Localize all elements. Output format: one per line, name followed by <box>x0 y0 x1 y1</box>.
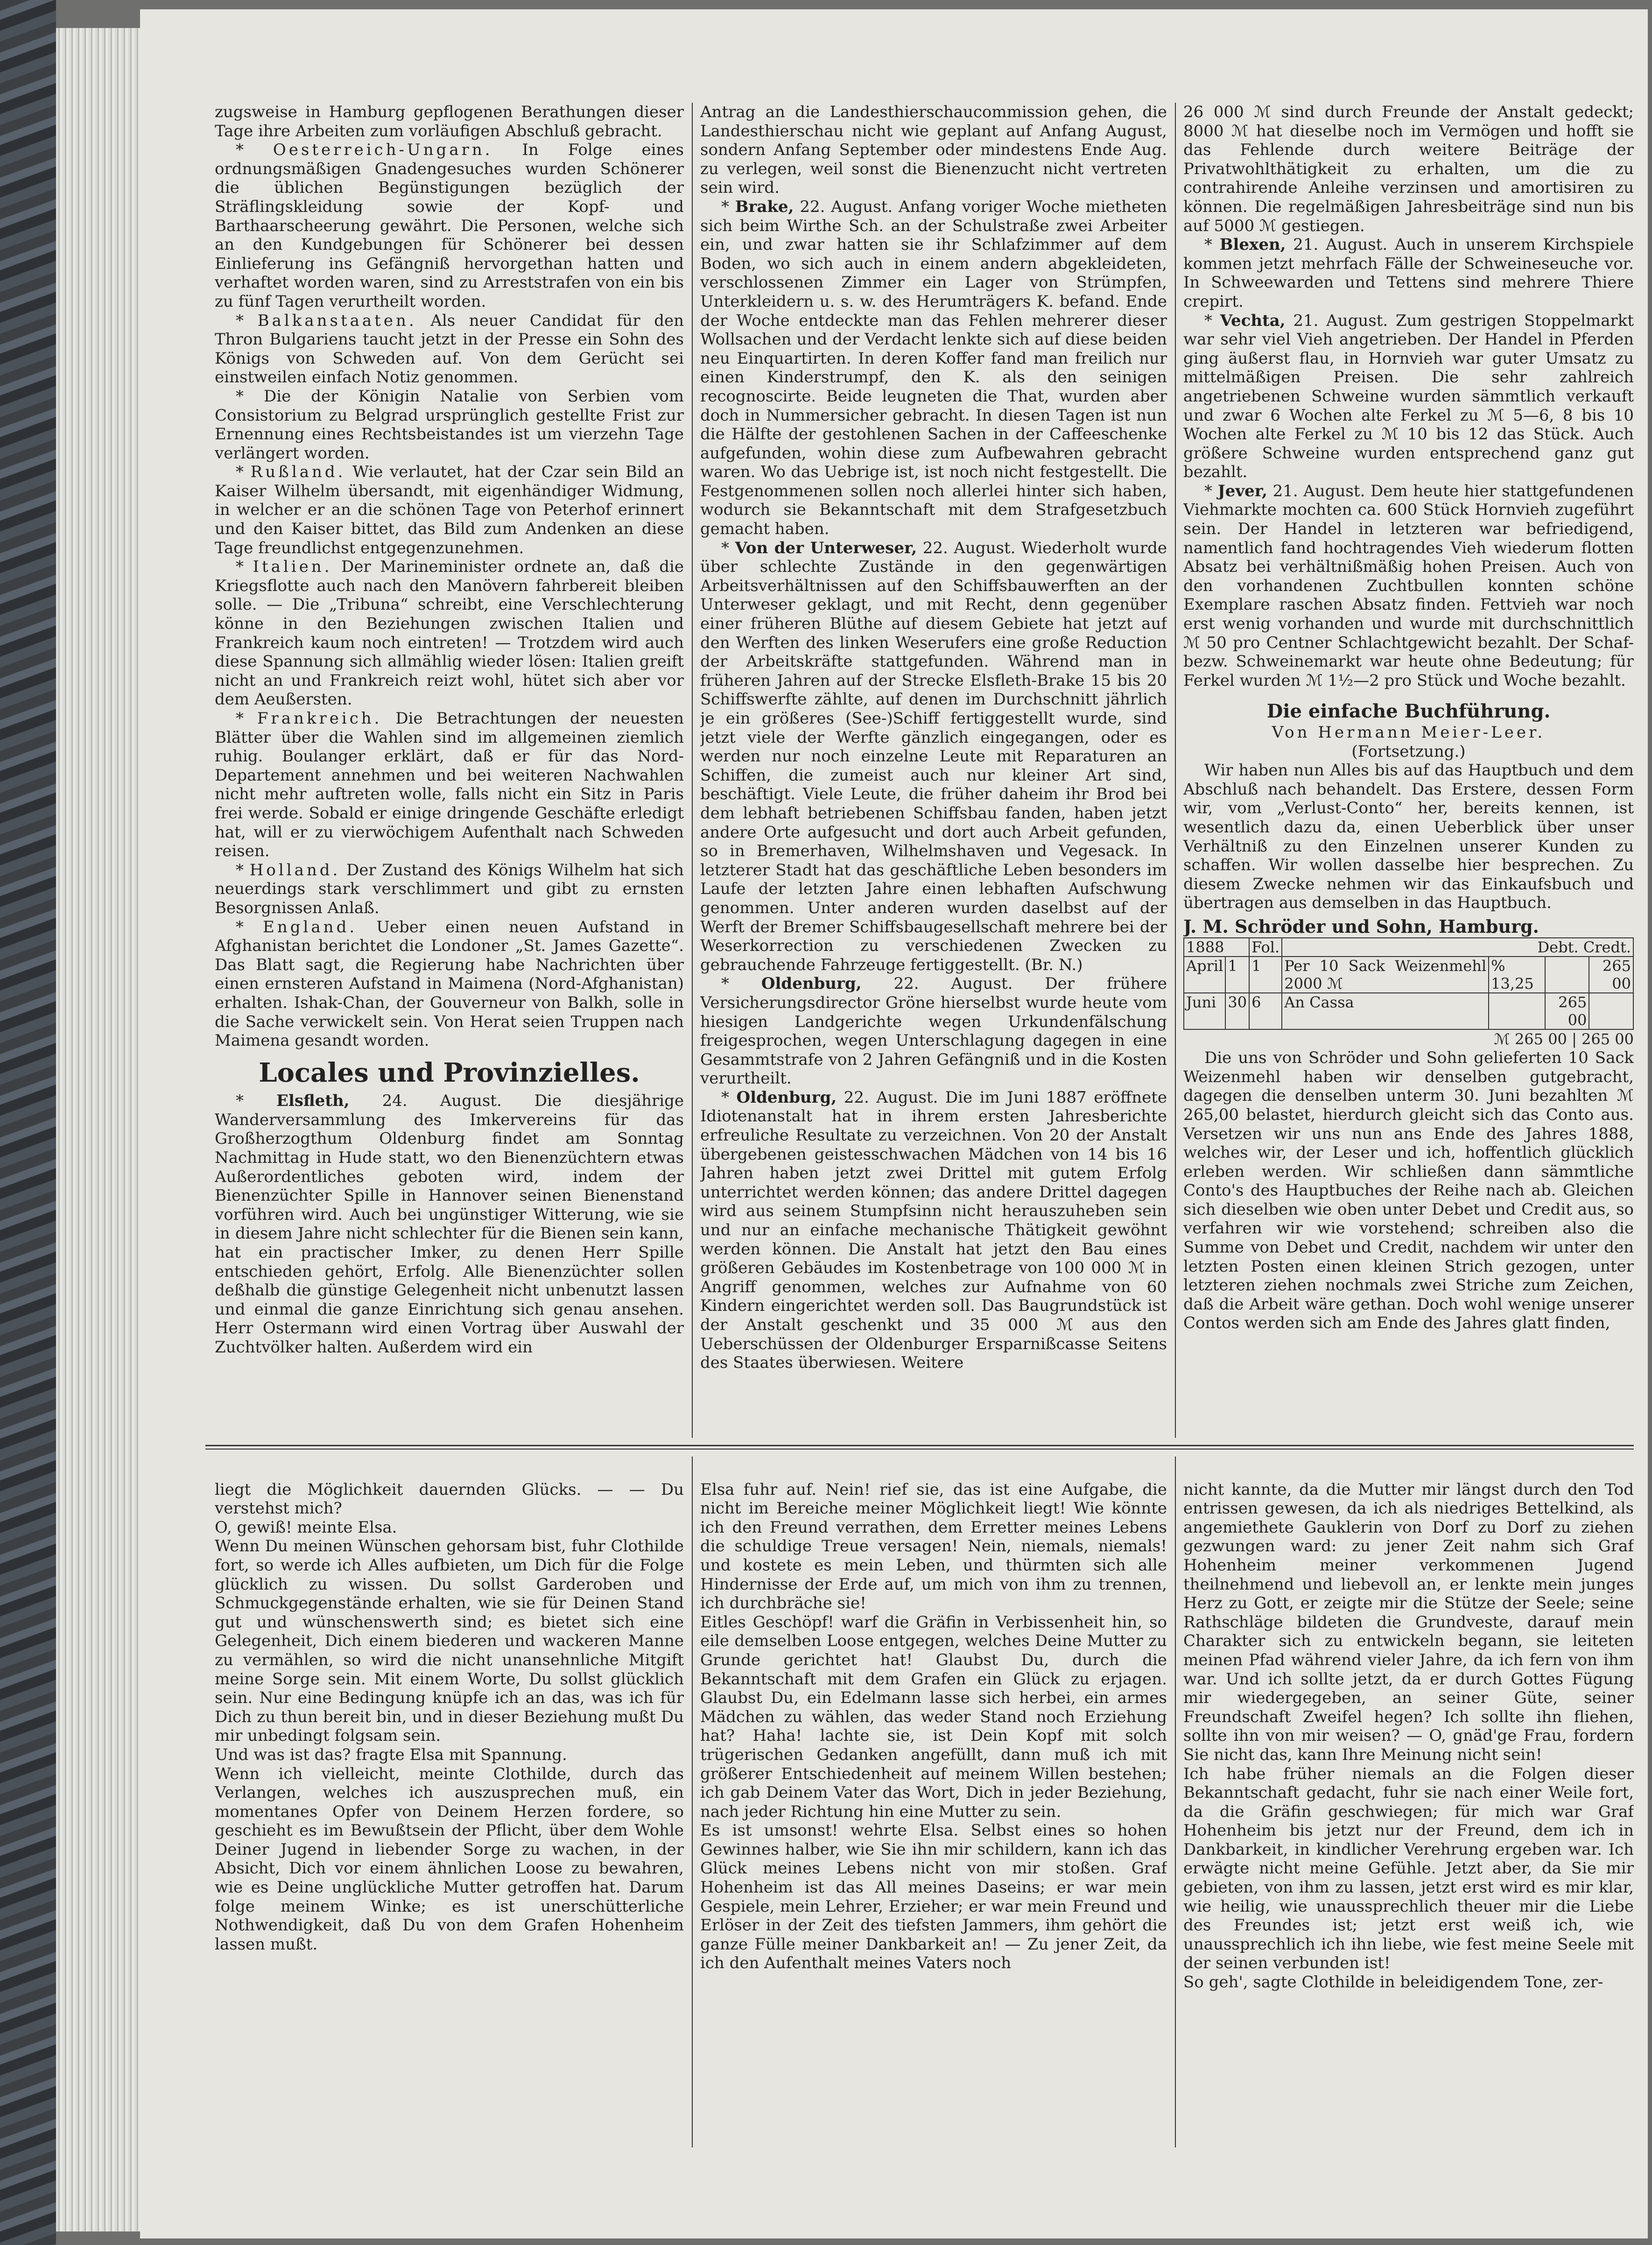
ledger-credt <box>1589 993 1633 1029</box>
ledger-debt-credt-header: Debt. Credt. <box>1282 938 1633 957</box>
article-byline: Von Hermann Meier-Leer. <box>1272 723 1546 742</box>
column-1 <box>215 103 684 1438</box>
ledger-text: An Cassa <box>1282 993 1489 1029</box>
news-item-blexen: * Blexen, 21. August. Auch in unserem Kirchspiele kommen jetzt mehrfach Fälle der Schweineseuche vor. In Schweewarden und Tettens sind mehrere Thiere crepirt. <box>1183 235 1634 311</box>
news-item-england: * England. Ueber einen neuen Aufstand in Afghanistan berichtet die Londoner „St. James Gazette“. Das Blatt sagt, die Regierung habe Nachrichten über einen ernsteren Aufstand in Maimena (Nord-Afghanistan) erhalten. Ishak-Chan, der Gouverneur von Balkh, solle in die Sache verwickelt sein. Von Herat seien Truppen nach Maimena gesandt worden. <box>215 917 684 1050</box>
column-divider <box>692 1457 693 2147</box>
news-item-russia: * Rußland. Wie verlautet, hat der Czar sein Bild an Kaiser Wilhelm übersandt, mit eigenhändiger Widmung, in welcher er an die schönen Tage von Peterhof erinnert und den Kaiser bittet, das Bild zum Andenken an diese Tage freundlichst entgegenzunehmen. <box>215 463 684 557</box>
paragraph: Die uns von Schröder und Sohn gelieferten 10 Sack Weizenmehl haben wir denselben gutgebracht, dagegen die denselben unterm 30. Juni bezahlten ℳ 265,00 belastet, hierdurch gleicht sich das Conto aus. Versetzen wir uns nun ans Ende des Jahres 1888, welches wir, der Leser und ich, hoffentlich glücklich erleben werden. Wir schließen dann sämmtliche Conto's des Hauptbuches der Reihe nach ab. Gleichen sich dieselben wie oben unter Debet und Credit aus, so verfahren wir wie vorstehend; schreiben also die Summe von Debet und Credit, nachdem wir unter den letzten Posten einen kleinen Strich gezogen, unter letzteren ziehen nochmals zwei Striche zum Zeichen, daß die Arbeit wäre gethan. Doch wohl wenige unserer Contos werden sich am Ende des Jahres glatt finden, <box>1183 1049 1634 1333</box>
paragraph: Antrag an die Landesthierschaucommission gehen, die Landesthierschau nicht wie geplant auf Anfang August, sondern Anfang September oder mindestens Ende Aug. zu verlegen, weil sonst die Bienenzucht nicht vertreten sein wird. <box>700 103 1167 197</box>
ledger-total: ℳ 265 00 | 265 00 <box>1494 1030 1634 1048</box>
ledger-month: April <box>1184 957 1225 993</box>
ledger-credt: 265 00 <box>1589 957 1633 993</box>
feuilleton-column-1 <box>215 1461 684 2152</box>
news-item-brake: * Brake, 22. August. Anfang voriger Woche mietheten sich beim Wirthe Sch. an der Schulstraße zwei Arbeiter ein, und zwar hatten sie ihr Schlafzimmer auf dem Boden, wo sich auch in einem andern abgekleideten, verschlossenen Zimmer ein Lager von Strümpfen, Unterkleidern u. s. w. des Herumträgers K. befand. Ende der Woche entdeckte man das Fehlen mehrerer dieser Wollsachen und der Verdacht lenkte sich auf diese beiden neu Einquartirten. In deren Koffer fand man freilich nur einen Kinderstrumpf, den K. als den seinigen recognoscirte. Beide leugneten die That, wurden aber doch in Nummersicher gebracht. In diesen Tagen ist nun die Hälfte der gestohlenen Sachen in der Caffeeschenke aufgefunden, wohin diese zum Aufbewahren gebracht waren. Wo das Uebrige ist, ist noch nicht festgestellt. Die Festgenommenen sollen noch allerlei hinter sich haben, wodurch sie Bekanntschaft mit dem Strafgesetzbuch gemacht haben. <box>700 197 1167 539</box>
news-item-oldenburg-2: * Oldenburg, 22. August. Die im Juni 1887 eröffnete Idiotenanstalt hat in ihrem ersten Jahresberichte erfreuliche Resultate zu verzeichnen. Von 20 der Anstalt übergebenen geistesschwachen Mädchen von 14 bis 16 Jahren haben jetzt zwei Drittel mit gutem Erfolg unterrichtet werden können; das andere Drittel dagegen wird aus seinem Stumpfsinn nicht herauszuheben sein und nur an einfache mechanische Thätigkeit gewöhnt werden können. Die Anstalt hat jetzt den Bau eines größeren Gebäudes im Kostenbetrage von 100 000 ℳ in Angriff genommen, welches zur Aufnahme von 60 Kindern eingerichtet werden soll. Das Baugrundstück ist der Anstalt geschenkt und 35 000 ℳ aus den Ueberschüssen der Oldenburger Ersparnißcasse Seitens des Staates überwiesen. Weitere <box>700 1088 1167 1372</box>
ledger-rate <box>1489 993 1545 1029</box>
feuilleton-column-3 <box>1183 1461 1634 2152</box>
news-item-unterweser: * Von der Unterweser, 22. August. Wiederholt wurde über schlechte Zustände in den gegenwärtigen Arbeitsverhältnissen auf den Schiffsbauwerften an der Unterweser geklagt, und mit Recht, denn gegenüber einer früheren Blüthe auf diesem Gebiete hat jetzt auf den Werften des linken Weserufers eine große Reduction der Arbeitskräfte stattgefunden. Während man in früheren Jahren auf der Strecke Elsfleth-Brake 15 bis 20 Schiffswerfte zählte, auf denen im Durchschnitt jährlich je ein größeres (See-)Schiff fertiggestellt wurde, sind jetzt viele der Werfte gänzlich eingegangen, oder es werden nur noch einzelne Leute mit Reparaturen an Schiffen, die zumeist auch nur kleiner Art sind, beschäftigt. Viele Leute, die früher daheim ihr Brod bei dem lebhaft betriebenen Schiffsbau fanden, haben jetzt andere Orte aufgesucht und dort auch Arbeit gefunden, so in Bremerhaven, Wilhelmshaven und Vegesack. In letzterer Stadt hat das geschäftliche Leben besonders im Laufe der letzten Jahre einen lebhaften Aufschwung genommen. Unter anderen wurden daselbst auf der Werft der Bremer Schiffsbaugesellschaft mehrere bei der Weserkorrection zu verschiedenen Zwecken zu gebrauchende Fahrzeuge fertiggestellt. (Br. N.) <box>700 538 1167 974</box>
ledger-rate: % 13,25 <box>1489 957 1545 993</box>
newspaper-page <box>140 9 1648 2238</box>
paragraph: Wir haben nun Alles bis auf das Hauptbuch und dem Abschluß nach behandelt. Das Erstere, dessen Form wir, vom „Verlust-Conto“ her, bereits kennen, ist wesentlich dazu da, einen Ueberblick über unser Verhältniß zu den Einzelnen unserer Kunden zu schaffen. Wir wollen dasselbe hier besprechen. Zu diesem Zwecke nehmen wir das Einkaufsbuch und übertragen aus demselben in das Hauptbuch. <box>1183 761 1634 913</box>
section-heading: Locales und Provinzielles. <box>259 1057 640 1088</box>
ledger-day: 30 <box>1225 993 1249 1029</box>
ledger-header-row <box>1184 938 1633 957</box>
ledger-row <box>1184 993 1633 1029</box>
feuilleton-separator <box>205 1449 1634 1450</box>
news-item-balkans: * Balkanstaaten. Als neuer Candidat für den Thron Bulgariens taucht jetzt in der Presse ein Sohn des Königs von Schweden auf. Von dem Gerücht sei einstweilen einfach Notiz genommen. <box>215 311 684 387</box>
news-item-holland: * Holland. Der Zustand des Königs Wilhelm hat sich neuerdings stark verschlimmert und gibt zu ernsten Besorgnissen Anlaß. <box>215 860 684 917</box>
feuilleton-text: nicht kannte, da die Mutter mir längst durch den Tod entrissen gewesen, da ich als niedriges Bettelkind, als angemiethete Gauklerin von Dorf zu Dorf zu ziehen gezwungen ward: zu jener Zeit nahm sich Graf Hohenheim meiner verkommenen Jugend theilnehmend und liebevoll an, er lenkte mein junges Herz zu Gott, er zeigte mir die Stütze der Seele; seine Rathschläge bildeten die Grundveste, darauf mein Charakter sich zu entwickeln begann, sie leiteten meinen Pfad während vieler Jahre, da ich fern von ihm war. Und ich sollte jetzt, da er durch Gottes Fügung mir wiedergegeben, an seiner Güte, seiner Freundschaft Zweifel hegen? Ich sollte ihn fliehen, sollte ihn von mir weisen? — O, gnäd'ge Frau, fordern Sie nicht das, kann Ihre Meinung nicht sein! Ich habe früher niemals an die Folgen dieser Bekanntschaft gedacht, fuhr sie nach einer Weile fort, da die Gräfin geschwiegen; für mich war Graf Hohenheim bis jetzt nur der Freund, dem ich in Dankbarkeit, in kindlicher Verehrung ergeben war. Ich erwägte nicht meine Gefühle. Jetzt aber, da Sie mir gebieten, von ihm zu lassen, jetzt erst wird es mir klar, wie heilig, wie unaussprechlich theuer mir die Liebe des Freundes ist; jetzt erst weiß ich, wie unaussprechlich ich ihn liebe, wie fest meine Seele mit der seinen verbunden ist! So geh', sagte Clothilde in beleidigendem Tone, zer- <box>1183 1480 1634 1992</box>
column-divider <box>1175 1457 1176 2147</box>
ledger-text: Per 10 Sack Weizenmehl 2000 ℳ <box>1282 957 1489 993</box>
book-binding <box>0 0 56 2245</box>
news-item-france: * Frankreich. Die Betrachtungen der neuesten Blätter über die Wahlen sind im allgemeinen ziemlich ruhig. Boulanger erklärt, daß er für das Nord-Departement annehmen und bei weiteren Nachwahlen nicht mehr auftreten wolle, falls nicht ein Sitz in Paris frei werde. Sobald er einige dringende Geschäfte erledigt hat, will er zu vierwöchigem Aufenthalt nach Schweden reisen. <box>215 709 684 861</box>
column-3 <box>1183 103 1634 1438</box>
feuilleton-text: liegt die Möglichkeit dauernden Glücks. — — Du verstehst mich? O, gewiß! meinte Elsa. Wenn Du meinen Wünschen gehorsam bist, fuhr Clothilde fort, so werde ich Alles aufbieten, um Dich für die Folge glücklich zu wissen. Du sollst Garderoben und Schmuckgegenstände erhalten, wie sie für Deinen Stand gut und wünschenswerth sind; es bietet sich eine Gelegenheit, Dich einem biederen und wackeren Manne zu vermählen, so wird die nicht unansehnliche Mitgift meine Sorge sein. Mit einem Worte, Du sollst glücklich sein. Nur eine Bedingung knüpfe ich an das, was ich für Dich zu thun bereit bin, und in dieser Beziehung mußt Du mir unbedingt folgsam sein. Und was ist das? fragte Elsa mit Spannung. Wenn ich vielleicht, meinte Clothilde, durch das Verlangen, welches ich auszusprechen muß, ein momentanes Opfer von Deinem Herzen fordere, so geschieht es im Bewußtsein der Pflicht, über dem Wohle Deiner Jugend in liebender Sorge zu wachen, in der Absicht, Dich vor einem ähnlichen Loose zu bewahren, wie es Deine unglückliche Mutter getroffen hat. Darum folge meinem Winke; es ist unerschütterliche Nothwendigkeit, daß Du von dem Grafen Hohenheim lassen mußt. <box>215 1480 684 1954</box>
ledger-table <box>1183 937 1634 1030</box>
column-divider <box>1175 103 1176 1438</box>
feuilleton-separator <box>205 1445 1634 1446</box>
news-item-austria: * Oesterreich-Ungarn. In Folge eines ordnungsmäßigen Gnadengesuches wurden Schönerer die üblichen Begünstigungen bezüglich der Sträflingskleidung sowie der Kopf- und Barthaarscheerung gewährt. Die Personen, welche sich an den Kundgebungen für Schönerer bei dessen Einlieferung ins Gefängniß hervorgethan hatten und verhaftet worden waren, sind zu Arreststrafen von ein bis zu fünf Tagen verurtheilt worden. <box>215 141 684 311</box>
column-2 <box>700 103 1167 1438</box>
ledger-firm-heading: J. M. Schröder und Sohn, Hamburg. <box>1183 915 1539 937</box>
column-divider <box>692 103 693 1438</box>
news-item-italy: * Italien. Der Marineminister ordnete an, daß die Kriegsflotte auch nach den Manövern fahrbereit bleiben solle. — Die „Tribuna“ schreibt, eine Verschlechterung könne in den Beziehungen zwischen Italien und Frankreich kaum noch eintreten! — Trotzdem wird auch diese Spannung sich allmählig wieder lösen: Italien greift nicht an und Frankreich reizt wohl, hütet sich aber vor dem Aeußersten. <box>215 557 684 709</box>
ledger-fol-header: Fol. <box>1249 938 1282 957</box>
news-item-jever: * Jever, 21. August. Dem heute hier stattgefundenen Viehmarkte mochten ca. 600 Stück Hornvieh zugeführt sein. Der Handel in letzteren war befriedigend, namentlich fand hochtragendes Vieh wiederum flotten Absatz bei verhältnißmäßig hohen Preisen. Auch von den vorhandenen Zuchtbullen konnten schöne Exemplare raschen Absatz finden. Fettvieh war noch erst wenig vorhanden und wurde mit durchschnittlich ℳ 50 pro Centner Schlachtgewicht bezahlt. Der Schaf- bezw. Schweinemarkt war heute ohne Bedeutung; für Ferkel wurden ℳ 1½—2 pro Stück und Woche bezahlt. <box>1183 481 1634 690</box>
paragraph: zugsweise in Hamburg gepflogenen Berathungen dieser Tage ihre Arbeiten zum vorläufigen Abschluß gebracht. <box>215 103 684 141</box>
news-item-serbia: * Die der Königin Natalie von Serbien vom Consistorium zu Belgrad ursprünglich gestellte Frist zur Ernennung eines Rechtsbeistandes ist um vierzehn Tage verlängert worden. <box>215 387 684 463</box>
ledger-fol: 1 <box>1249 957 1282 993</box>
ledger-day: 1 <box>1225 957 1249 993</box>
ledger-fol: 6 <box>1249 993 1282 1029</box>
paragraph: 26 000 ℳ sind durch Freunde der Anstalt gedeckt; 8000 ℳ hat dieselbe noch im Vermögen und hofft sie das Fehlende durch weitere Beiträge der Privatwohlthätigkeit zu erhalten, um die zu contrahirende Anleihe verzinsen und amortisiren zu können. Die regelmäßigen Jahresbeiträge sind nun bis auf 5000 ℳ gestiegen. <box>1183 103 1634 235</box>
article-continuation-note: (Fortsetzung.) <box>1351 742 1466 761</box>
news-item-elsfleth: * Elsfleth, 24. August. Die diesjährige Wanderversammlung des Imkervereins für das Großherzogthum Oldenburg findet am Sonntag Nachmittag in Hude statt, wo den Bienenzüchtern etwas Außerordentliches geboten wird, indem der Bienenzüchter Spille in Hannover seinen Bienenstand vorführen wird. Auch bei ungünstiger Witterung, wie sie in diesem Jahre nicht schlechter für die Bienen sein kann, hat ein practischer Imker, zu denen Herr Spille entschieden gehört, Erfolg. Alle Bienenzüchter sollen deßhalb die günstige Gelegenheit nicht unbenutzt lassen und einmal die ganze Einrichtung sich genau ansehen. Herr Ostermann wird einen Vortrag über Auswahl der Zuchtvölker halten. Außerdem wird ein <box>215 1091 684 1357</box>
feuilleton-column-2 <box>700 1461 1167 2152</box>
page-edges <box>56 28 149 2231</box>
ledger-row <box>1184 957 1633 993</box>
feuilleton-text: Elsa fuhr auf. Nein! rief sie, das ist eine Aufgabe, die nicht im Bereiche meiner Möglichkeit liegt! Wie könnte ich den Freund verrathen, dem Erretter meines Lebens die schuldige Treue versagen! Nein, niemals, niemals! und kostete es mein Leben, und thürmten sich alle Hindernisse der Erde auf, um mich von ihm zu trennen, ich durchbräche sie! Eitles Geschöpf! warf die Gräfin in Verbissenheit hin, so eile demselben Loose entgegen, welches Deine Mutter zu Grunde gerichtet hat! Glaubst Du, durch die Bekanntschaft mit dem Grafen ein Glück zu erjagen. Glaubst Du, ein Edelmann lasse sich herbei, ein armes Mädchen zu wählen, das weder Stand noch Erziehung hat? Haha! lachte sie, ist Dein Kopf mit solch trügerischen Gedanken angefüllt, dann muß ich mit größerer Entschiedenheit auf meinem Willen bestehen; ich gab Deinem Vater das Wort, Dich in jeder Beziehung, nach jeder Richtung hin eine Mutter zu sein. Es ist umsonst! wehrte Elsa. Selbst eines so hohen Gewinnes halber, wie Sie ihn mir schildern, kann ich das Glück meines Lebens nicht von mir stoßen. Graf Hohenheim ist das All meines Daseins; er war mein Gespiele, mein Lehrer, Erzieher; er war mein Freund und Erlöser in der Zeit des tiefsten Jammers, ihm gehört die ganze Fülle meiner Dankbarkeit an! — Zu jener Zeit, da ich den Aufenthalt meines Vaters noch <box>700 1480 1167 1973</box>
news-item-vechta: * Vechta, 21. August. Zum gestrigen Stoppelmarkt war sehr viel Vieh angetrieben. Der Handel in Pferden ging äußerst flau, in Hornvieh war guter Umsatz zu mittelmäßigen Preisen. Die sehr zahlreich angetriebenen Schweine wurden sämmtlich verkauft und zwar 6 Wochen alte Ferkel zu ℳ 5—6, 8 bis 10 Wochen alte Ferkel zu ℳ 10 bis 12 das Stück. Auch größere Schweine wurden entsprechend ganz gut bezahlt. <box>1183 311 1634 482</box>
ledger-debt <box>1545 957 1589 993</box>
ledger-debt: 265 00 <box>1545 993 1589 1029</box>
article-title: Die einfache Buchführung. <box>1266 700 1551 723</box>
ledger-year: 1888 <box>1184 938 1249 957</box>
ledger-month: Juni <box>1184 993 1225 1029</box>
news-item-oldenburg-1: * Oldenburg, 22. August. Der frühere Versicherungsdirector Gröne hierselbst wurde heute vom hiesigen Landgerichte wegen Urkundenfälschung freigesprochen, wegen Unterschlagung dagegen in eine Gesammtstrafe von 2 Jahren Gefängniß und in die Kosten verurtheilt. <box>700 974 1167 1088</box>
